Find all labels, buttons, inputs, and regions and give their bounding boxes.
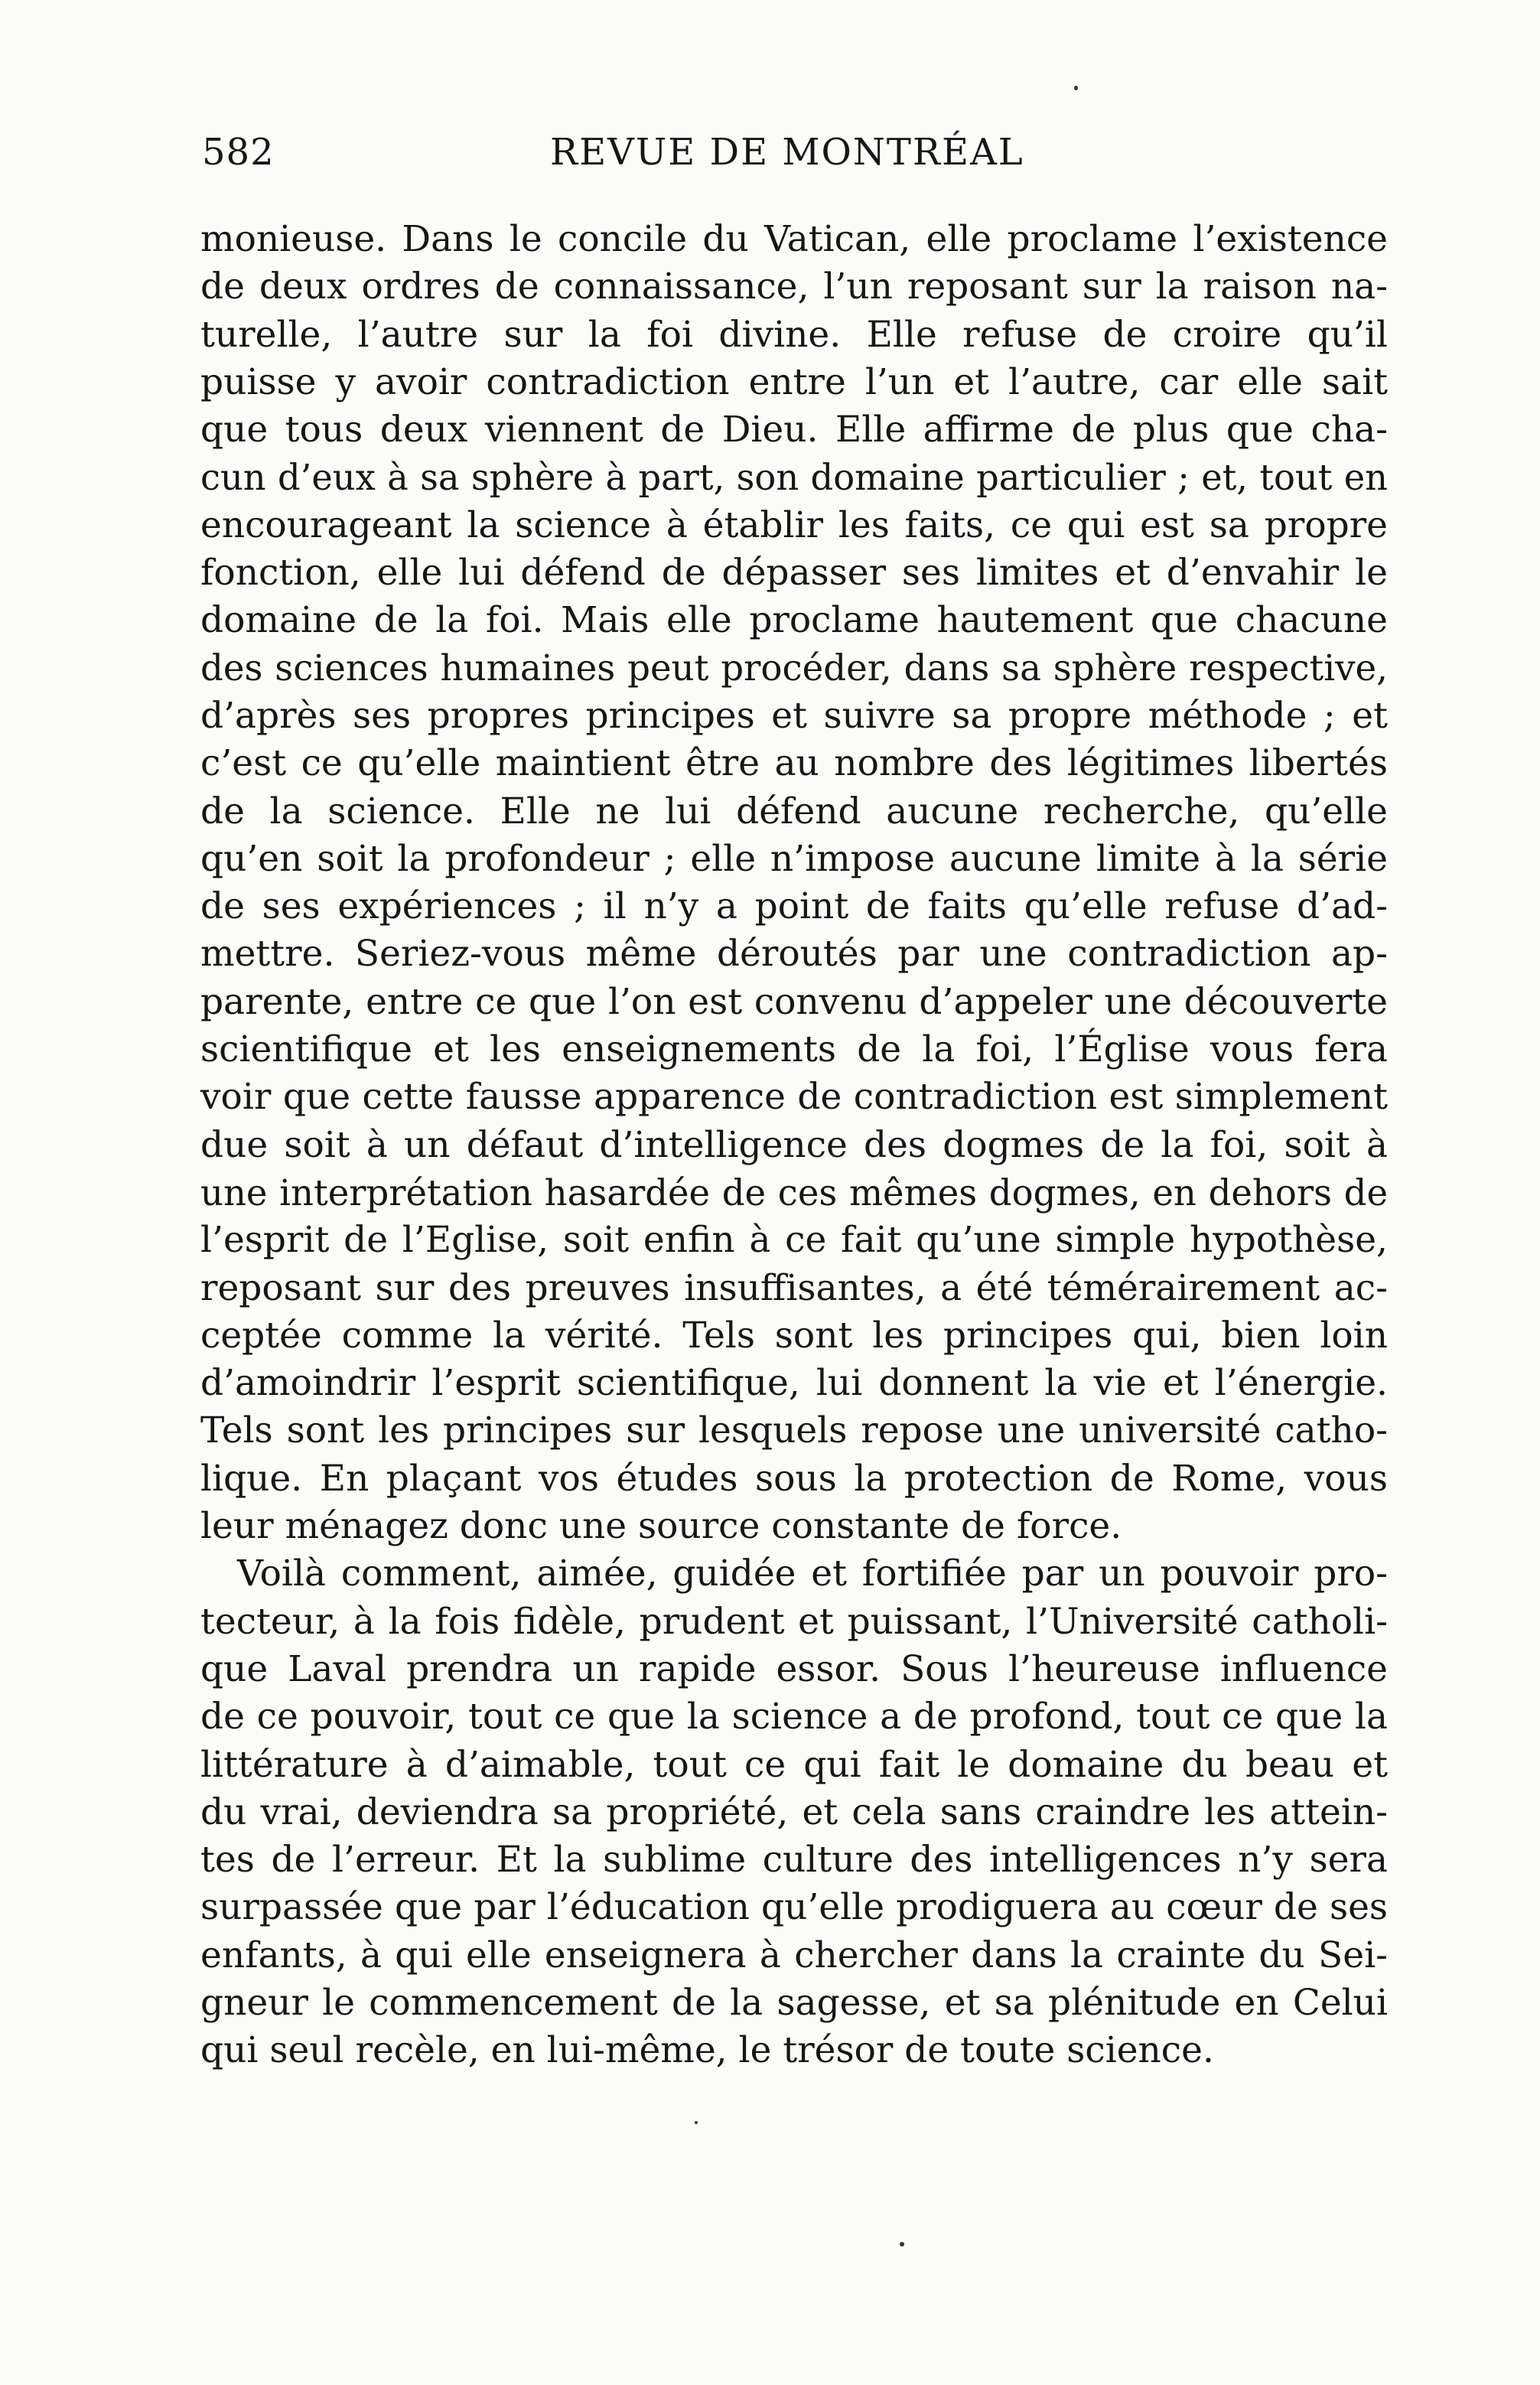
text-line: de ses expériences ; il n’y a point de faits qu’elle refuse d’ad- xyxy=(200,885,1388,928)
text-line: reposant sur des preuves insuffisantes, a été témérairement ac- xyxy=(200,1266,1388,1309)
text-line: qu’en soit la profondeur ; elle n’impose aucune limite à la série xyxy=(200,837,1388,880)
text-line: Tels sont les principes sur lesquels repose une université catho- xyxy=(200,1409,1388,1452)
text-line: lique. En plaçant vos études sous la protection de Rome, vous xyxy=(200,1457,1388,1500)
ink-speck xyxy=(1074,86,1078,90)
text-line: cun d’eux à sa sphère à part, son domaine particulier ; et, tout en xyxy=(200,457,1388,499)
paragraph-1 xyxy=(200,216,1388,1550)
body-text xyxy=(200,216,1388,2075)
text-line: une interprétation hasardée de ces mêmes dogmes, en dehors de xyxy=(200,1171,1388,1214)
text-line: de ce pouvoir, tout ce que la science a de profond, tout ce que la xyxy=(200,1696,1388,1738)
text-line: ceptée comme la vérité. Tels sont les principes qui, bien loin xyxy=(200,1314,1388,1357)
text-line: que Laval prendra un rapide essor. Sous l’heureuse influence xyxy=(200,1647,1388,1690)
text-line: des sciences humaines peut procéder, dans sa sphère respective, xyxy=(200,647,1388,689)
text-line: enfants, à qui elle enseignera à chercher dans la crainte du Sei- xyxy=(200,1934,1388,1976)
text-line: d’après ses propres principes et suivre sa propre méthode ; et xyxy=(200,694,1388,737)
text-line: leur ménagez donc une source constante de force. xyxy=(200,1505,1122,1548)
running-title: REVUE DE MONTRÉAL xyxy=(550,131,1024,174)
text-line: Voilà comment, aimée, guidée et fortifiée par un pouvoir pro- xyxy=(237,1553,1388,1595)
text-line: qui seul recèle, en lui-même, le trésor de toute science. xyxy=(200,2029,1214,2072)
paragraph-2 xyxy=(200,1550,1388,2074)
text-line: encourageant la science à établir les faits, ce qui est sa propre xyxy=(200,503,1388,546)
text-line: tes de l’erreur. Et la sublime culture des intelligences n’y sera xyxy=(200,1839,1388,1882)
text-line: l’esprit de l’Eglise, soit enfin à ce fait qu’une simple hypothèse, xyxy=(200,1219,1388,1262)
text-line: due soit à un défaut d’intelligence des dogmes de la foi, soit à xyxy=(200,1123,1388,1166)
text-line: puisse y avoir contradiction entre l’un et l’autre, car elle sait xyxy=(200,360,1388,403)
ink-speck xyxy=(695,2121,698,2124)
text-line: domaine de la foi. Mais elle proclame hautement que chacune xyxy=(200,599,1388,642)
text-line: de la science. Elle ne lui défend aucune recherche, qu’elle xyxy=(200,790,1388,832)
page-number: 582 xyxy=(202,131,275,174)
text-line: c’est ce qu’elle maintient être au nombre des légitimes libertés xyxy=(200,742,1388,785)
text-line: de deux ordres de connaissance, l’un reposant sur la raison na- xyxy=(200,266,1388,308)
text-line: d’amoindrir l’esprit scientifique, lui donnent la vie et l’énergie. xyxy=(200,1362,1388,1405)
text-line: tecteur, à la fois fidèle, prudent et puissant, l’Université catholi- xyxy=(200,1600,1388,1643)
text-line: que tous deux viennent de Dieu. Elle affirme de plus que cha- xyxy=(200,409,1388,451)
text-line: mettre. Seriez-vous même déroutés par une contradiction ap- xyxy=(200,933,1388,976)
text-line: voir que cette fausse apparence de contradiction est simplement xyxy=(200,1076,1388,1119)
text-line: gneur le commencement de la sagesse, et sa plénitude en Celui xyxy=(200,1981,1388,2024)
text-line: littérature à d’aimable, tout ce qui fait le domaine du beau et xyxy=(200,1743,1388,1786)
page-header xyxy=(202,125,1388,179)
text-line: surpassée que par l’éducation qu’elle prodiguera au cœur de ses xyxy=(200,1886,1388,1929)
text-line: fonction, elle lui défend de dépasser ses limites et d’envahir le xyxy=(200,552,1388,595)
text-line: parente, entre ce que l’on est convenu d’appeler une découverte xyxy=(200,980,1388,1023)
text-line: scientifique et les enseignements de la foi, l’Église vous fera xyxy=(200,1028,1388,1071)
text-line: turelle, l’autre sur la foi divine. Elle refuse de croire qu’il xyxy=(200,313,1388,356)
text-line: monieuse. Dans le concile du Vatican, elle proclame l’existence xyxy=(200,218,1388,260)
ink-speck xyxy=(900,2242,904,2247)
text-line: du vrai, deviendra sa propriété, et cela sans craindre les attein- xyxy=(200,1790,1388,1833)
